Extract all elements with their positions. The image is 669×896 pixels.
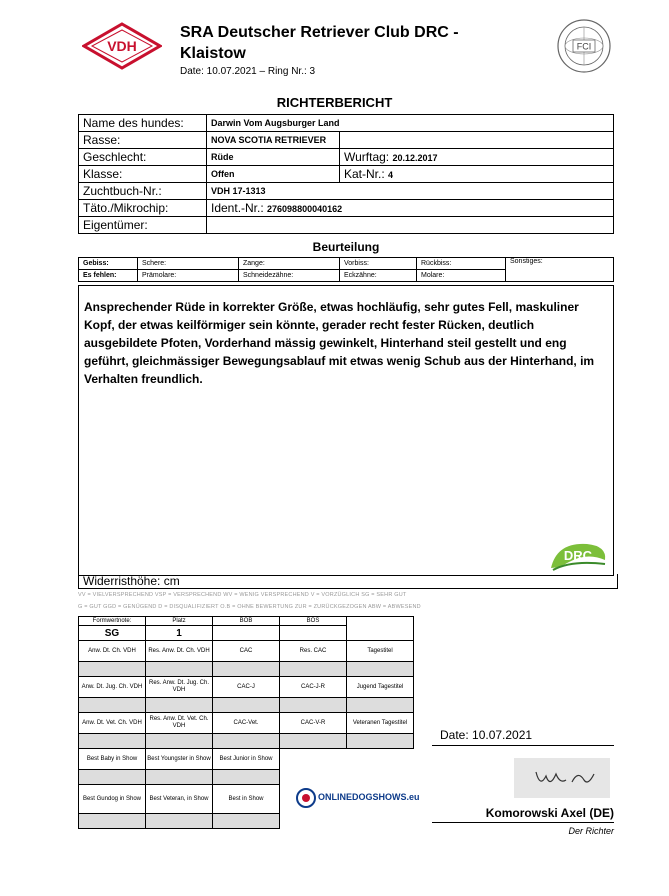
name-label: Name des hundes: [79,115,207,132]
award-cell [146,770,213,785]
award-cell [280,662,347,677]
teeth-schneidezaehne: Schneidezähne: [239,270,340,282]
award-cell [280,734,347,749]
judge-name: Komorowski Axel (DE) [485,806,614,820]
award-cell [347,698,414,713]
award-cell [146,662,213,677]
beurteilung-title: Beurteilung [312,240,380,254]
signature-date-line [432,745,614,746]
results-header-bos: BOS [280,617,347,626]
legend-line-1: VV = VIELVERSPRECHEND VSP = VERSPRECHEND WV = WENIG VERSPRECHEND V = VORZÜGLICH SG = SEHR GUT [78,592,407,598]
ident-value: 276098800040162 [267,204,343,214]
award-cell [79,662,146,677]
title-best-veteran: Best Veteran, in Show [146,785,213,814]
report-title: RICHTERBERICHT [276,95,393,110]
empty-cell [280,749,347,770]
chip-label: Täto./Mikrochip: [79,200,207,217]
ident-label: Ident.-Nr.: [211,201,264,215]
class-label: Klasse: [79,166,207,183]
breed-empty-cell [340,132,614,149]
drc-logo-text: DRC [563,548,593,563]
sex-value: Rüde [207,149,340,166]
teeth-vorbiss: Vorbiss: [340,258,417,270]
drc-logo [547,538,609,574]
dog-info-table [78,114,614,234]
fci-logo-text: FCI [576,41,592,52]
club-title [180,22,480,64]
award-cell [79,698,146,713]
title-anw-dt-jug-ch: Anw. Dt. Jug. Ch. VDH [79,677,146,698]
teeth-eckzaehne: Eckzähne: [340,270,417,282]
title-best-in-show: Best in Show [213,785,280,814]
legend-line-2: G = GUT GGD = GENÜGEND D = DISQUALIFIZIERT O.B = OHNE BEWERTUNG ZUR = ZURÜCKGEZOGEN ABW = ABWESEND [78,604,421,610]
title-res-anw-dt-jug-ch: Res. Anw. Dt. Jug. Ch. VDH [146,677,213,698]
vdh-logo-text: VDH [107,38,137,54]
award-cell [213,770,280,785]
award-cell [347,734,414,749]
award-cell [213,814,280,829]
club-title-line1: SRA Deutscher Retriever Club DRC - [180,24,459,41]
whelp-cell [340,149,614,166]
grade-value: SG [79,626,146,641]
empty-cell [347,770,414,785]
title-cac: CAC [213,641,280,662]
title-anw-dt-ch: Anw. Dt. Ch. VDH [79,641,146,662]
owner-label: Eigentümer: [79,217,207,234]
title-best-gundog: Best Gundog in Show [79,785,146,814]
breed-value: NOVA SCOTIA RETRIEVER [207,132,340,149]
title-res-anw-dt-vet-ch: Res. Anw. Dt. Vet. Ch. VDH [146,713,213,734]
title-res-cac: Res. CAC [280,641,347,662]
teeth-table [78,257,614,282]
teeth-sonstiges: Sonstiges: [506,258,614,282]
withers-height: Widerristhöhe: cm [78,574,618,589]
award-cell [347,662,414,677]
teeth-rueckbiss: Rückbiss: [417,258,506,270]
date-ring: Date: 10.07.2021 – Ring Nr.: 3 [180,66,316,77]
empty-cell [280,814,347,829]
award-cell [146,734,213,749]
title-veteranen-tagestitel: Veteranen Tagestitel [347,713,414,734]
award-cell [280,698,347,713]
results-header-formwert: Formwertnote: [79,617,146,626]
judge-role: Der Richter [568,826,614,836]
onlinedogshows-text: ONLINEDOGSHOWS.eu [318,792,420,802]
title-tagestitel: Tagestitel [347,641,414,662]
results-header-empty [347,617,414,641]
fci-logo [556,18,612,74]
award-cell [146,698,213,713]
name-value: Darwin Vom Augsburger Land [207,115,614,132]
breed-label: Rasse: [79,132,207,149]
signature-date: Date: 10.07.2021 [440,728,533,742]
bos-value [280,626,347,641]
onlinedogshows-logo [296,788,420,808]
vdh-logo [82,22,162,70]
award-cell [213,698,280,713]
award-cell [79,814,146,829]
title-jugend-tagestitel: Jugend Tagestitel [347,677,414,698]
place-value: 1 [146,626,213,641]
whelp-label: Wurftag: [344,150,390,164]
judge-line [432,822,614,823]
title-anw-dt-vet-ch: Anw. Dt. Vet. Ch. VDH [79,713,146,734]
title-cac-j-r: CAC-J-R [280,677,347,698]
owner-value [207,217,614,234]
class-value: Offen [207,166,340,183]
cat-value: 4 [388,170,394,180]
assessment-text: Ansprechender Rüde in korrekter Größe, etwas hochläufig, sehr gutes Fell, maskuliner Kopf, der etwas keilförmiger sein könnte, gerader recht fester Rücken, deutlich ausgebildete Pfoten, Vorderhand mässig gewinkelt, Hinterhand steil gestellt und eng geführt, gleichmässiger Bewegungsablauf mit etwas wenig Schub aus der Hinterhand, im Verhalten freundlich. [84,300,595,386]
teeth-missing-label: Es fehlen: [79,270,138,282]
results-header-bob: BOB [213,617,280,626]
judge-signature [514,758,610,798]
title-best-baby: Best Baby in Show [79,749,146,770]
teeth-molare: Molare: [417,270,506,282]
title-cac-vet: CAC-Vet. [213,713,280,734]
title-best-junior: Best Junior in Show [213,749,280,770]
sex-label: Geschlecht: [79,149,207,166]
results-header-platz: Platz [146,617,213,626]
award-cell [213,662,280,677]
empty-cell [280,770,347,785]
title-cac-j: CAC-J [213,677,280,698]
teeth-praemolare: Prämolare: [138,270,239,282]
teeth-zange: Zange: [239,258,340,270]
teeth-gebiss-label: Gebiss: [79,258,138,270]
title-cac-v-r: CAC-V-R [280,713,347,734]
studbook-value: VDH 17-1313 [207,183,614,200]
studbook-label: Zuchtbuch-Nr.: [79,183,207,200]
empty-cell [347,814,414,829]
cat-cell [340,166,614,183]
award-cell [79,734,146,749]
ident-cell [207,200,614,217]
whelp-value: 20.12.2017 [392,153,438,163]
title-res-anw-dt-ch: Res. Anw. Dt. Ch. VDH [146,641,213,662]
award-cell [79,770,146,785]
bob-value [213,626,280,641]
title-best-youngster: Best Youngster in Show [146,749,213,770]
award-cell [146,814,213,829]
empty-cell [347,749,414,770]
club-title-line2: Klaistow [180,45,246,62]
teeth-schere: Schere: [138,258,239,270]
award-cell [213,734,280,749]
cat-label: Kat-Nr.: [344,167,385,181]
